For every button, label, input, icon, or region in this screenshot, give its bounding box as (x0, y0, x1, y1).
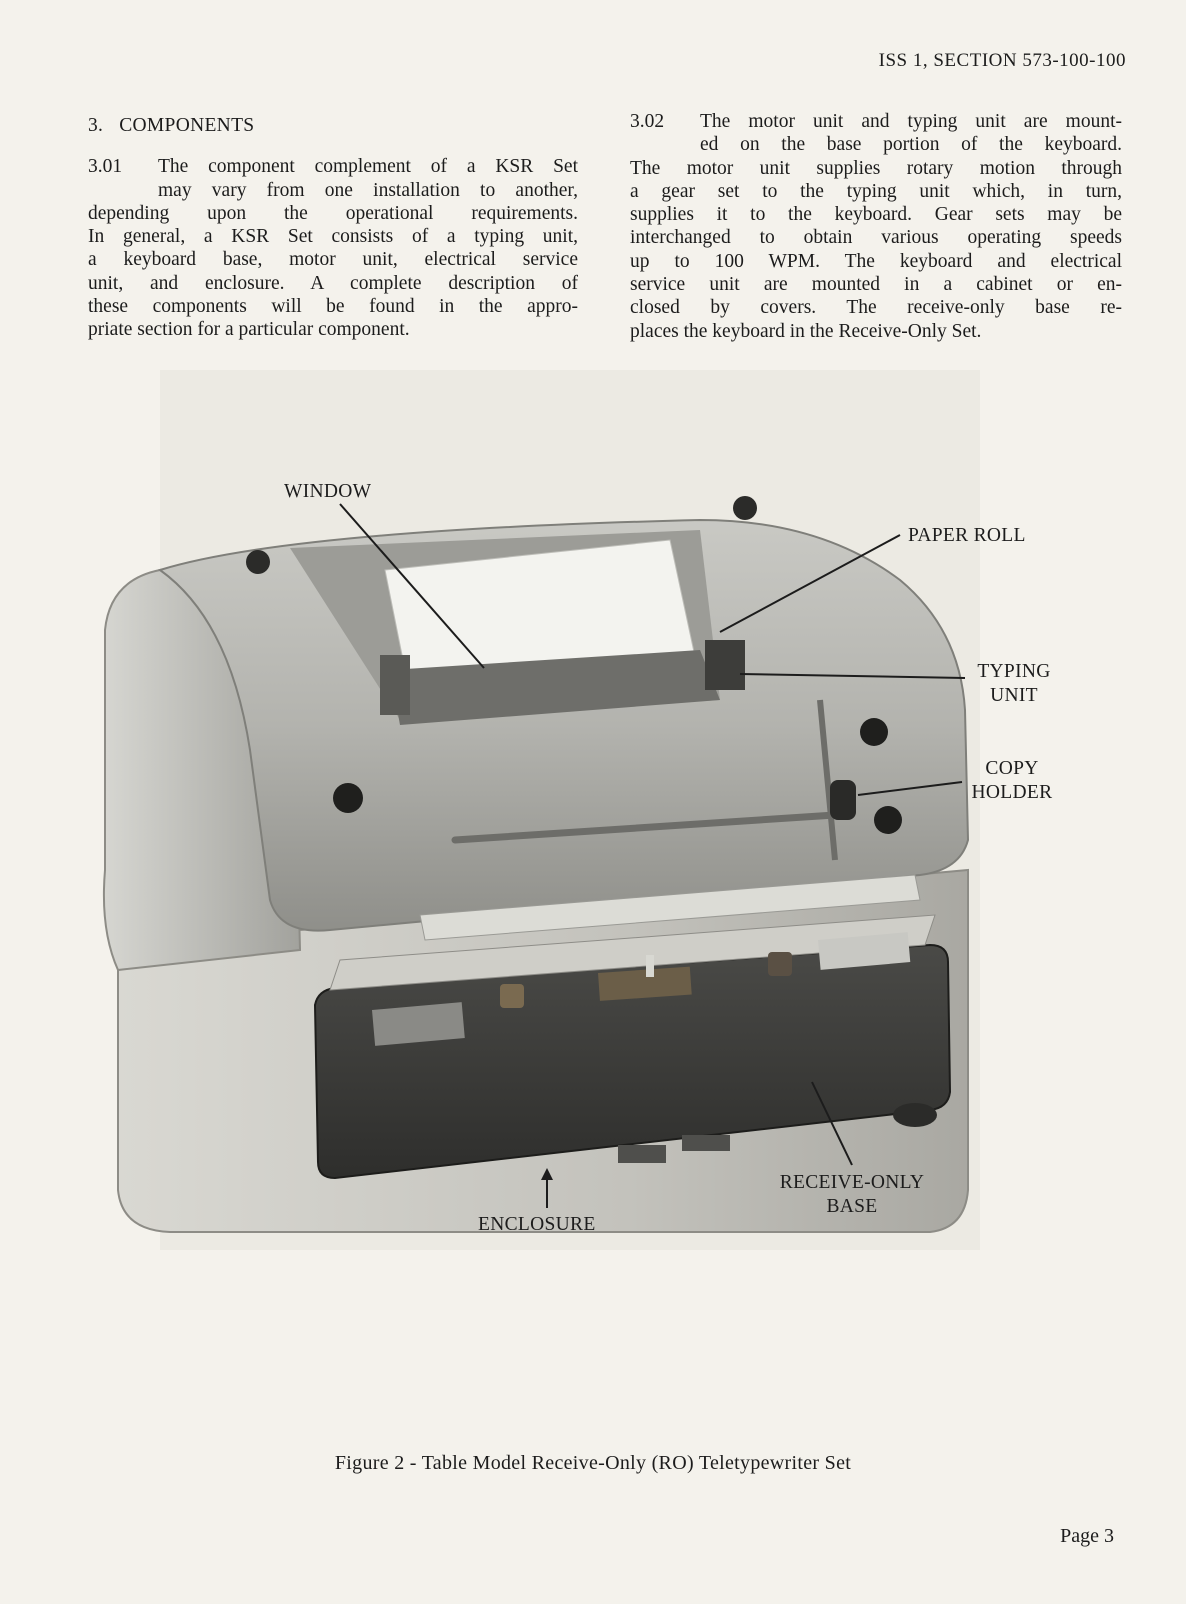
callout-copy-holder (964, 757, 1060, 805)
foot-knob (893, 1103, 937, 1127)
paragraph-line: interchanged to obtain various operating speeds (630, 227, 1122, 249)
toggle-switch (646, 955, 654, 977)
callout-line: COPY (985, 758, 1039, 779)
cover-knob (874, 806, 902, 834)
cover-knob (246, 550, 270, 574)
paragraph-line: ed on the base portion of the keyboard. (700, 134, 1122, 156)
paragraph-number: 3.02 (630, 111, 665, 132)
paragraph-3-01 (88, 155, 578, 341)
page-number: Page 3 (1060, 1525, 1114, 1547)
callout-line: TYPING (977, 661, 1051, 682)
paragraph-line: a keyboard base, motor unit, electrical service (88, 249, 578, 271)
paragraph-line: The motor unit and typing unit are mount- (700, 111, 1122, 132)
teletypewriter-photo (0, 370, 1186, 1280)
paragraph-line: The component complement of a KSR Set (158, 156, 578, 178)
paragraph-3-02 (630, 110, 1122, 343)
cover-knob (333, 783, 363, 813)
serial-plate (682, 1135, 730, 1151)
callout-receive-only-base (764, 1171, 940, 1219)
callout-enclosure: ENCLOSURE (478, 1214, 596, 1235)
paragraph-line: service unit are mounted in a cabinet or en- (630, 274, 1122, 296)
copy-holder-clamp (830, 780, 856, 820)
figure-caption: Figure 2 - Table Model Receive-Only (RO) Teletypewriter Set (334, 1452, 852, 1474)
section-heading (88, 114, 578, 137)
paragraph-first-line (88, 155, 578, 178)
paragraph-line: a gear set to the typing unit which, in turn, (630, 180, 1122, 202)
cover-knob (860, 718, 888, 746)
callout-line: HOLDER (971, 782, 1053, 803)
paragraph-line: unit, and enclosure. A complete description of (88, 272, 578, 294)
paragraph-line: depending upon the operational requirements. (88, 202, 578, 224)
callout-line: RECEIVE-ONLY (779, 1172, 925, 1193)
paragraph-line: In general, a KSR Set consists of a typing unit, (88, 226, 578, 248)
paragraph-line: these components will be found in the appro- (88, 296, 578, 318)
paragraph-number: 3.01 (88, 156, 123, 178)
paragraph-line: may vary from one installation to another, (158, 179, 578, 201)
callout-line: BASE (826, 1196, 878, 1217)
paper-roll-bracket (705, 640, 745, 690)
callout-window: WINDOW (284, 481, 372, 502)
control-knob (500, 984, 524, 1008)
left-column (88, 114, 578, 342)
serial-plate (618, 1145, 666, 1163)
paragraph-line: supplies it to the keyboard. Gear sets may be (630, 204, 1122, 226)
paragraph-line: up to 100 WPM. The keyboard and electrical (630, 250, 1122, 272)
page-header: ISS 1, SECTION 573-100-100 (878, 50, 1126, 71)
paragraph-first-line (630, 110, 1122, 133)
control-knob (768, 952, 792, 976)
paragraph-body (88, 202, 578, 342)
callout-paper-roll: PAPER ROLL (908, 525, 1026, 546)
paragraph-line: The motor unit supplies rotary motion through (630, 157, 1122, 179)
left-bracket (380, 655, 410, 715)
callout-line: UNIT (990, 685, 1038, 706)
section-number: 3. (88, 115, 104, 136)
section-title: COMPONENTS (119, 115, 255, 136)
paragraph-line: places the keyboard in the Receive-Only Set. (630, 320, 982, 342)
callout-typing-unit (972, 660, 1056, 708)
paragraph-line: closed by covers. The receive-only base re- (630, 297, 1122, 319)
paragraph-line: priate section for a particular component. (88, 319, 410, 341)
cover-knob (733, 496, 757, 520)
right-column (630, 110, 1122, 343)
paragraph-body (630, 157, 1122, 343)
